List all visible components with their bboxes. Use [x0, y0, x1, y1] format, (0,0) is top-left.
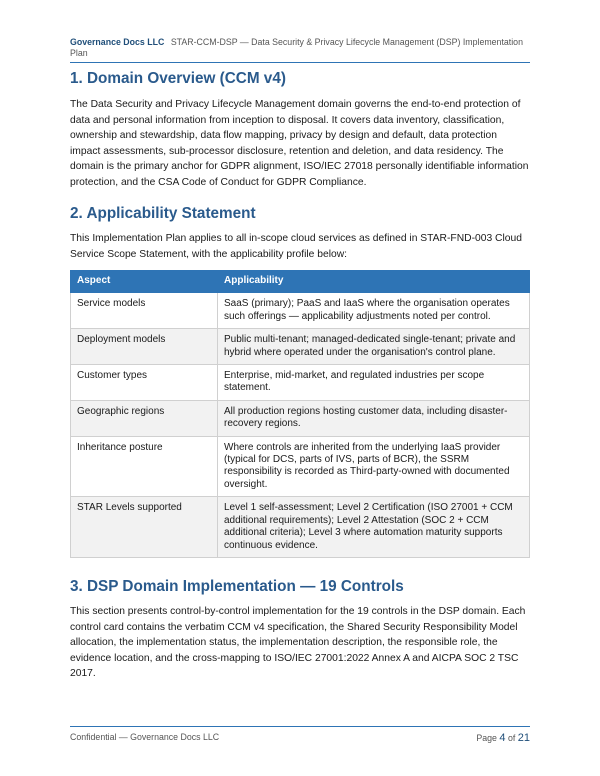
table-cell-applicability: Public multi-tenant; managed-dedicated single-tenant; private and hybrid where operated under the organisation's control plane. — [218, 329, 530, 365]
table-header-row — [71, 271, 530, 293]
table-cell-aspect: Inheritance posture — [71, 436, 218, 497]
header-org: Governance Docs LLC — [70, 37, 165, 47]
table-row — [71, 293, 530, 329]
table-row — [71, 497, 530, 558]
table-cell-applicability: Level 1 self-assessment; Level 2 Certification (ISO 27001 + CCM additional requirements); Level 2 Attestation (SOC 2 + CCM additional criteria); Level 3 where automation maturity supports continuous evidence. — [218, 497, 530, 558]
section-1-body: The Data Security and Privacy Lifecycle Management domain governs the end-to-end protection of data and personal information from inception to disposal. It covers data inventory, classification, ownership and stewardship, data flow mapping, privacy by design and default, data protection impact assessments, sub-processor disclosure, retention and deletion, and data residency. The domain is the primary anchor for GDPR alignment, ISO/IEC 27018 personally identifiable information protection, and the CSA Code of Conduct for GDPR Compliance. — [70, 99, 529, 188]
footer-confidential: Confidential — Governance Docs LLC — [70, 732, 220, 742]
table-cell-aspect: Customer types — [71, 365, 218, 401]
table-cell-aspect: Geographic regions — [71, 400, 218, 436]
header-doc-title: STAR-CCM-DSP — Data Security & Privacy Lifecycle Management (DSP) Implementation Plan — [70, 37, 523, 58]
section-2-title: 2. Applicability Statement — [70, 205, 256, 222]
page-total: 21 — [517, 732, 530, 744]
table-cell-applicability: SaaS (primary); PaaS and IaaS where the organisation operates such offerings — applicability adjustments noted per control. — [218, 293, 530, 329]
page-footer — [70, 726, 530, 744]
table-row — [71, 436, 530, 497]
applicability-table — [70, 270, 530, 558]
page-header — [70, 37, 530, 63]
section-1-title: 1. Domain Overview (CCM v4) — [70, 70, 286, 87]
table-cell-applicability: All production regions hosting customer data, including disaster-recovery regions. — [218, 400, 530, 436]
section-3-body: This section presents control-by-control implementation for the 19 controls in the DSP domain. Each control card contains the verbatim CCM v4 specification, the Shared Security Responsibility Model allocation, the implementation status, the implementation description, the responsible role, the evidence location, and the cross-mapping to ISO/IEC 27001:2022 Annex A and AICPA SOC 2 TSC 2017. — [70, 606, 526, 680]
table-header-applicability: Applicability — [218, 271, 530, 293]
table-cell-aspect: Service models — [71, 293, 218, 329]
page-number — [476, 732, 530, 744]
table-header-aspect: Aspect — [71, 271, 218, 293]
section-3-title: 3. DSP Domain Implementation — 19 Controls — [70, 578, 404, 595]
table-cell-applicability: Enterprise, mid-market, and regulated industries per scope statement. — [218, 365, 530, 401]
table-row — [71, 329, 530, 365]
table-cell-applicability: Where controls are inherited from the underlying IaaS provider (typical for DCS, parts of IVS, parts of BCR), the SSRM responsibility is recorded as Third-party-owned with documented oversight. — [218, 436, 530, 497]
section-2-body: This Implementation Plan applies to all in-scope cloud services as defined in STAR-FND-003 Cloud Service Scope Statement, with the applicability profile below: — [70, 233, 522, 260]
page-current: 4 — [499, 732, 506, 744]
page-of: of — [507, 733, 516, 743]
table-row — [71, 400, 530, 436]
table-cell-aspect: STAR Levels supported — [71, 497, 218, 558]
table-row — [71, 365, 530, 401]
page-prefix: Page — [476, 733, 497, 743]
table-cell-aspect: Deployment models — [71, 329, 218, 365]
